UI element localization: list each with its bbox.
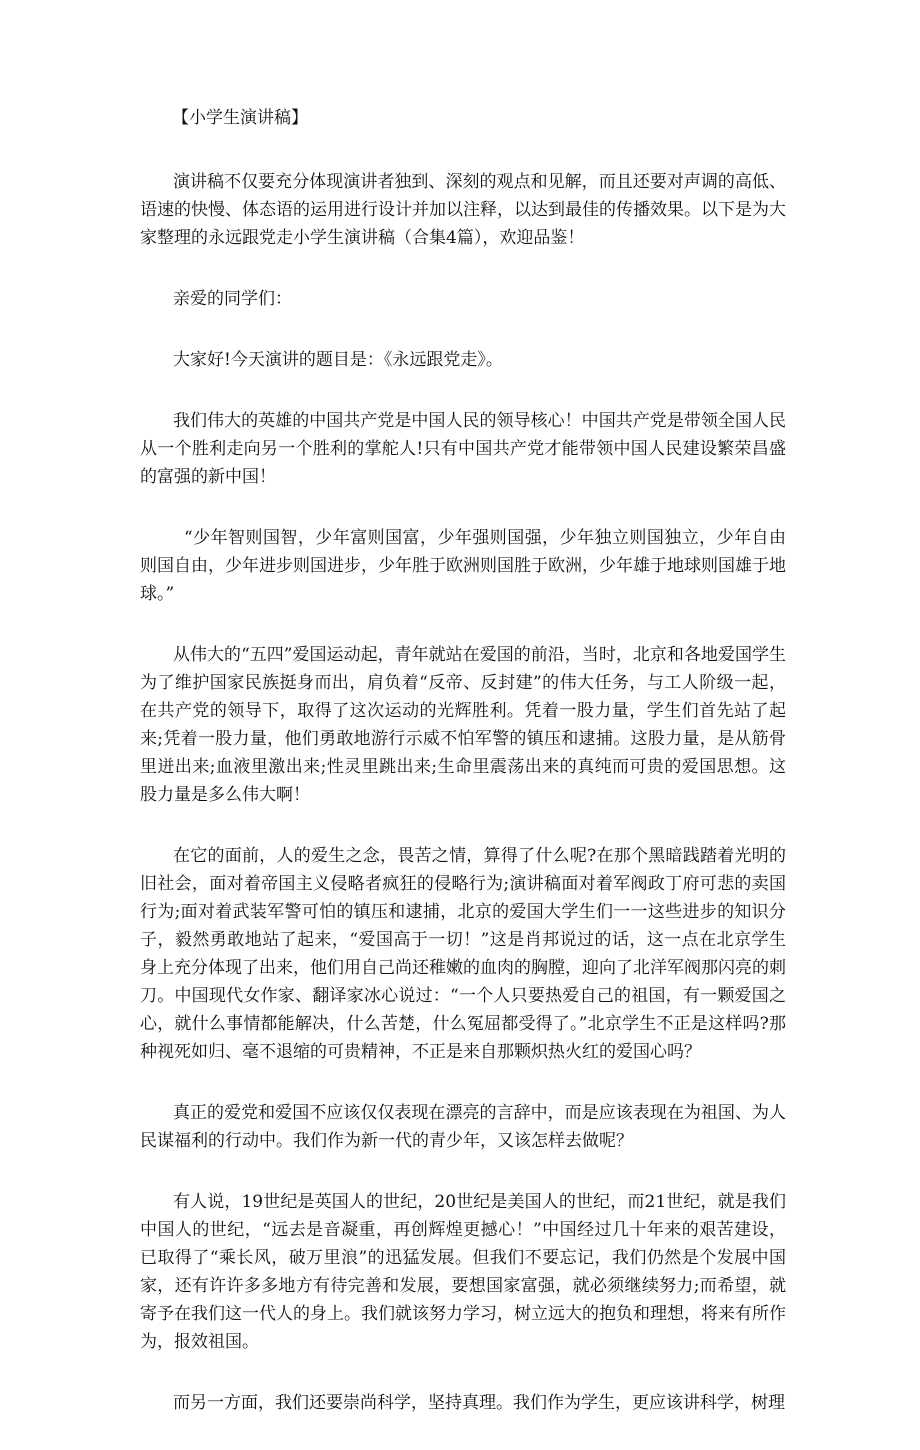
document-page: [140, 104, 786, 1450]
salutation-paragraph: 亲爱的同学们：: [173, 289, 292, 309]
quote-paragraph: “少年智则国智，少年富则国富，少年强则国强，少年独立则国独立，少年自由则国自由，少年进步则国进步，少年胜于欧洲则国胜于欧洲，少年雄于地球则国雄于地球。”: [140, 528, 786, 604]
body-paragraph: 从伟大的“五四”爱国运动起，青年就站在爱国的前沿，当时，北京和各地爱国学生为了维护国家民族挺身而出，肩负着“反帝、反封建”的伟大任务，与工人阶级一起，在共产党的领导下，取得了这次运动的光辉胜利。凭着一股力量，学生们首先站了起来;凭着一股力量，他们勇敢地游行示威不怕军警的镇压和逮捕。这股力量，是从筋骨里迸出来;血液里激出来;性灵里跳出来;生命里震荡出来的真纯而可贵的爱国思想。这股力量是多么伟大啊！: [140, 645, 786, 805]
body-paragraph: 我们伟大的英雄的中国共产党是中国人民的领导核心！中国共产党是带领全国人民从一个胜利走向另一个胜利的掌舵人!只有中国共产党才能带领中国人民建设繁荣昌盛的富强的新中国！: [140, 411, 786, 487]
greeting-paragraph: 大家好!今天演讲的题目是：《永远跟党走》。: [173, 350, 503, 370]
intro-paragraph: 演讲稿不仅要充分体现演讲者独到、深刻的观点和见解，而且还要对声调的高低、语速的快慢、体态语的运用进行设计并加以注释，以达到最佳的传播效果。以下是为大家整理的永远跟党走小学生演讲稿（合集4篇），欢迎品鉴！: [140, 172, 786, 248]
body-paragraph: 有人说，19世纪是英国人的世纪，20世纪是美国人的世纪，而21世纪，就是我们中国人的世纪，“远去是音凝重，再创辉煌更撼心！”中国经过几十年来的艰苦建设，已取得了“乘长风，破万里浪”的迅猛发展。但我们不要忘记，我们仍然是个发展中国家，还有许许多多地方有待完善和发展，要想国家富强，就必须继续努力;而希望，就寄予在我们这一代人的身上。我们就该努力学习，树立远大的抱负和理想，将来有所作为，报效祖国。: [140, 1192, 786, 1352]
body-paragraph: 真正的爱党和爱国不应该仅仅表现在漂亮的言辞中，而是应该表现在为祖国、为人民谋福利的行动中。我们作为新一代的青少年，又该怎样去做呢？: [140, 1103, 786, 1151]
body-paragraph: 在它的面前，人的爱生之念，畏苦之情，算得了什么呢?在那个黑暗践踏着光明的旧社会，面对着帝国主义侵略者疯狂的侵略行为;演讲稿面对着军阀政丁府可悲的卖国行为;面对着武装军警可怕的镇压和逮捕，北京的爱国大学生们一一这些进步的知识分子，毅然勇敢地站了起来，“爱国高于一切！”这是肖邦说过的话，这一点在北京学生身上充分体现了出来，他们用自己尚还稚嫩的血肉的胸膛，迎向了北洋军阀那闪亮的刺刀。中国现代女作家、翻译家冰心说过：“一个人只要热爱自己的祖国，有一颗爱国之心，就什么事情都能解决，什么苦楚，什么冤屈都受得了。”北京学生不正是这样吗?那种视死如归、毫不退缩的可贵精神，不正是来自那颗炽热火红的爱国心吗？: [140, 846, 786, 1062]
document-title: 【小学生演讲稿】: [172, 108, 308, 128]
body-paragraph: 而另一方面，我们还要崇尚科学，坚持真理。我们作为学生，更应该讲科学，树理: [173, 1393, 785, 1413]
